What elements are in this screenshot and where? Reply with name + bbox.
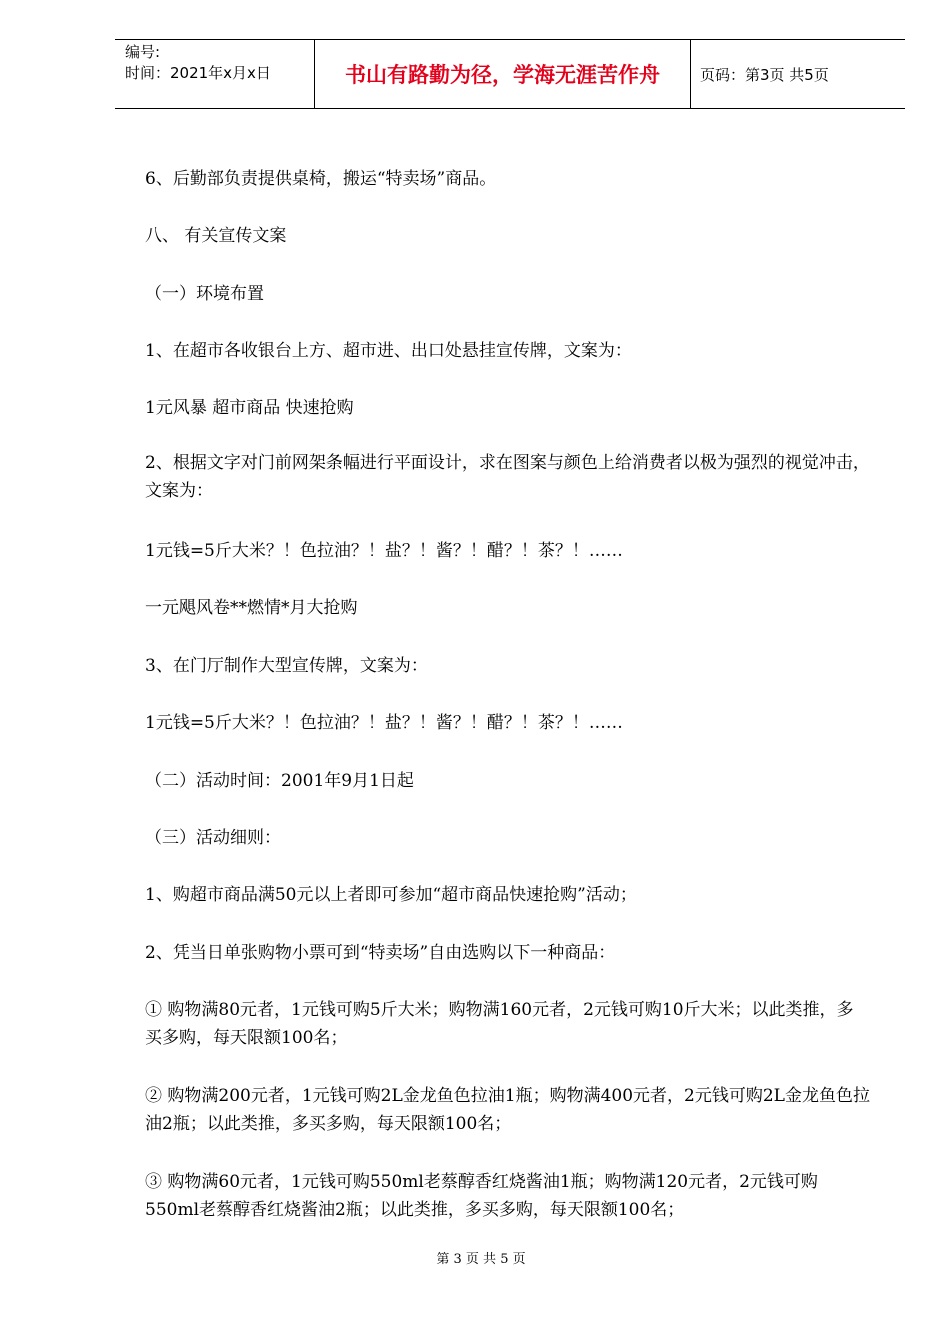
rule-option-3: ③ 购物满60元者，1元钱可购550ml老蔡醇香红烧酱油1瓶；购物满120元者，2元钱可购550ml老蔡醇香红烧酱油2瓶；以此类推，多买多购，每天限额100名；: [145, 1172, 818, 1220]
rule-option-1: ① 购物满80元者，1元钱可购5斤大米；购物满160元者，2元钱可购10斤大米；以此类推，多买多购，每天限额100名；: [145, 1000, 854, 1048]
section-heading-promotion: 八、 有关宣传文案: [145, 226, 287, 246]
rule-2: 2、凭当日单张购物小票可到“特卖场”自由选购以下一种商品：: [145, 943, 616, 963]
subheading-environment: （一）环境布置: [145, 284, 264, 304]
rule-option-2: ② 购物满200元者，1元钱可购2L金龙鱼色拉油1瓶；购物满400元者，2元钱可购2L金龙鱼色拉油2瓶；以此类推，多买多购，每天限额100名；: [145, 1086, 870, 1134]
paragraph-item-1: 1、在超市各收银台上方、超市进、出口处悬挂宣传牌，文案为：: [145, 341, 632, 361]
slogan-1: 1元风暴 超市商品 快速抢购: [145, 398, 354, 418]
slogan-3: 一元飓风卷**燃情*月大抢购: [145, 598, 358, 618]
subheading-activity-time: （二）活动时间：2001年9月1日起: [145, 771, 414, 791]
document-number: 编号:: [125, 43, 161, 61]
page-header: [115, 39, 905, 109]
rule-1: 1、购超市商品满50元以上者即可参加“超市商品快速抢购”活动；: [145, 885, 637, 905]
paragraph-item-3: 3、在门厅制作大型宣传牌，文案为：: [145, 656, 428, 676]
header-page-number: 页码：第3页 共5页: [700, 65, 829, 84]
page-footer: 第 3 页 共 5 页: [436, 1252, 526, 1267]
paragraph-logistics: 6、后勤部负责提供桌椅，搬运“特卖场”商品。: [145, 169, 497, 189]
subheading-activity-rules: （三）活动细则：: [145, 828, 281, 848]
header-motto: 书山有路勤为径，学海无涯苦作舟: [315, 40, 691, 108]
slogan-2: 1元钱=5斤大米？！色拉油？！盐？！酱？！醋？！茶？！……: [145, 541, 623, 561]
slogan-4: 1元钱=5斤大米？！色拉油？！盐？！酱？！醋？！茶？！……: [145, 713, 623, 733]
document-time: 时间：2021年x月x日: [125, 64, 271, 82]
header-meta: [115, 40, 315, 108]
paragraph-item-2: 2、根据文字对门前网架条幅进行平面设计，求在图案与颜色上给消费者以极为强烈的视觉冲击，文案为：: [145, 453, 870, 501]
